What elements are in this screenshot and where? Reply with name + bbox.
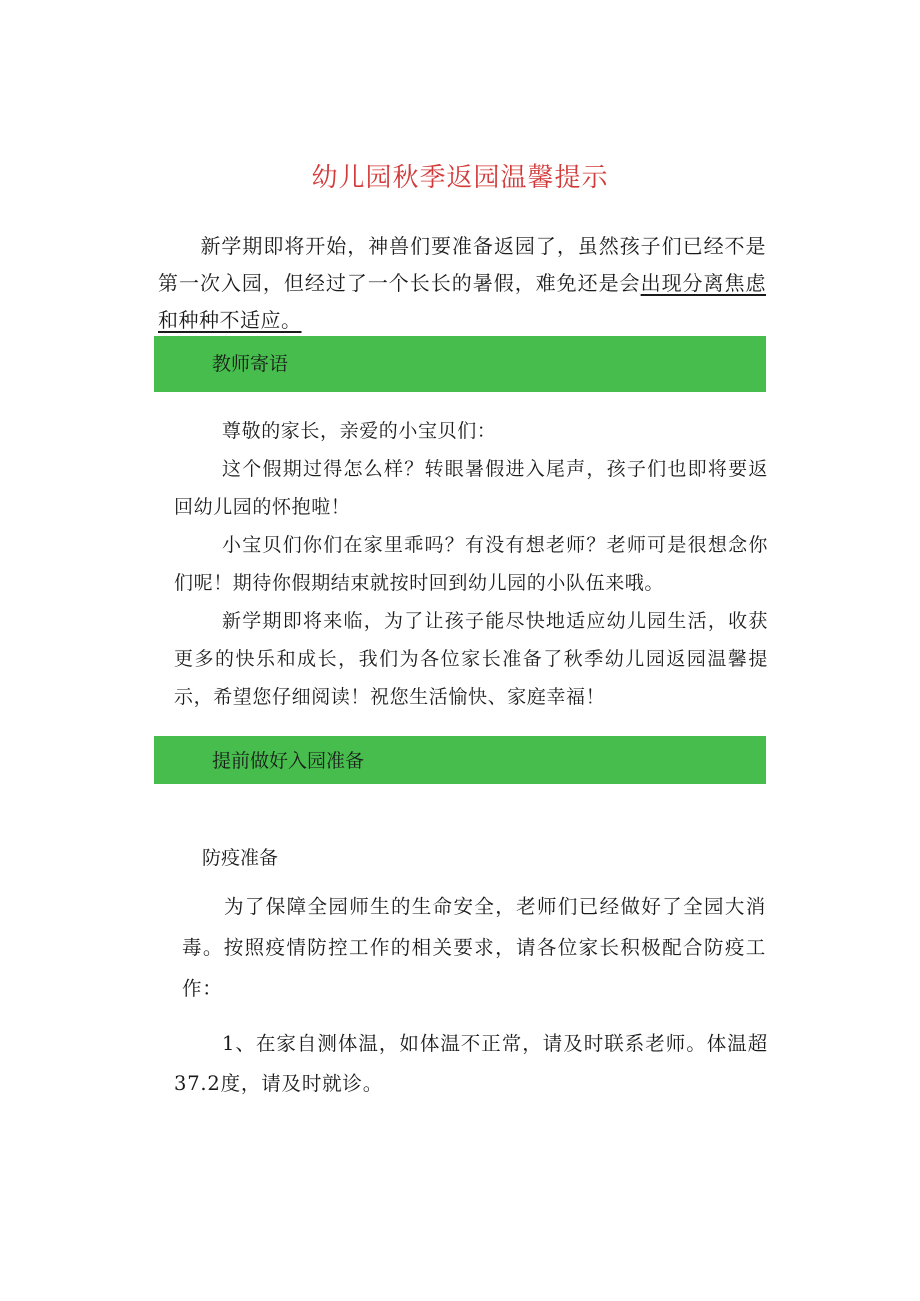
teacher-letter bbox=[174, 412, 768, 716]
intro-paragraph bbox=[158, 228, 766, 339]
section-heading-teacher: 教师寄语 bbox=[212, 353, 289, 375]
subheading-epidemic-prep: 防疫准备 bbox=[202, 847, 279, 869]
intro-text: 新学期即将开始，神兽们要准备返园了，虽然孩子们已经不是第一次入园，但经过了一个长长的暑假，难免还是会 bbox=[158, 234, 766, 295]
document-title: 幼儿园秋季返园温馨提示 bbox=[311, 163, 609, 193]
epidemic-paragraph: 为了保障全园师生的生命安全，老师们已经做好了全园大消毒。按照疫情防控工作的相关要求，请各位家长积极配合防疫工作： bbox=[182, 895, 766, 1000]
section-heading-prepare: 提前做好入园准备 bbox=[212, 750, 365, 772]
letter-paragraph: 小宝贝们你们在家里乖吗？有没有想老师？老师可是很想念你们呢！期待你假期结束就按时回到幼儿园的小队伍来哦。 bbox=[174, 534, 768, 594]
letter-paragraph: 新学期即将来临，为了让孩子能尽快地适应幼儿园生活，收获更多的快乐和成长，我们为各位家长准备了秋季幼儿园返园温馨提示，希望您仔细阅读！祝您生活愉快、家庭幸福！ bbox=[174, 610, 768, 708]
section-heading-bar-prepare bbox=[154, 736, 766, 784]
section-heading-bar-teacher bbox=[154, 336, 766, 392]
letter-paragraph: 这个假期过得怎么样？转眼暑假进入尾声，孩子们也即将要返回幼儿园的怀抱啦！ bbox=[174, 458, 768, 518]
letter-greeting: 尊敬的家长，亲爱的小宝贝们： bbox=[222, 420, 497, 442]
intro-underlined-text: 出现分离焦虑和种种不适应。 bbox=[158, 271, 767, 332]
list-item: 1、在家自测体温，如体温不正常，请及时联系老师。体温超37.2度，请及时就诊。 bbox=[174, 1032, 768, 1095]
